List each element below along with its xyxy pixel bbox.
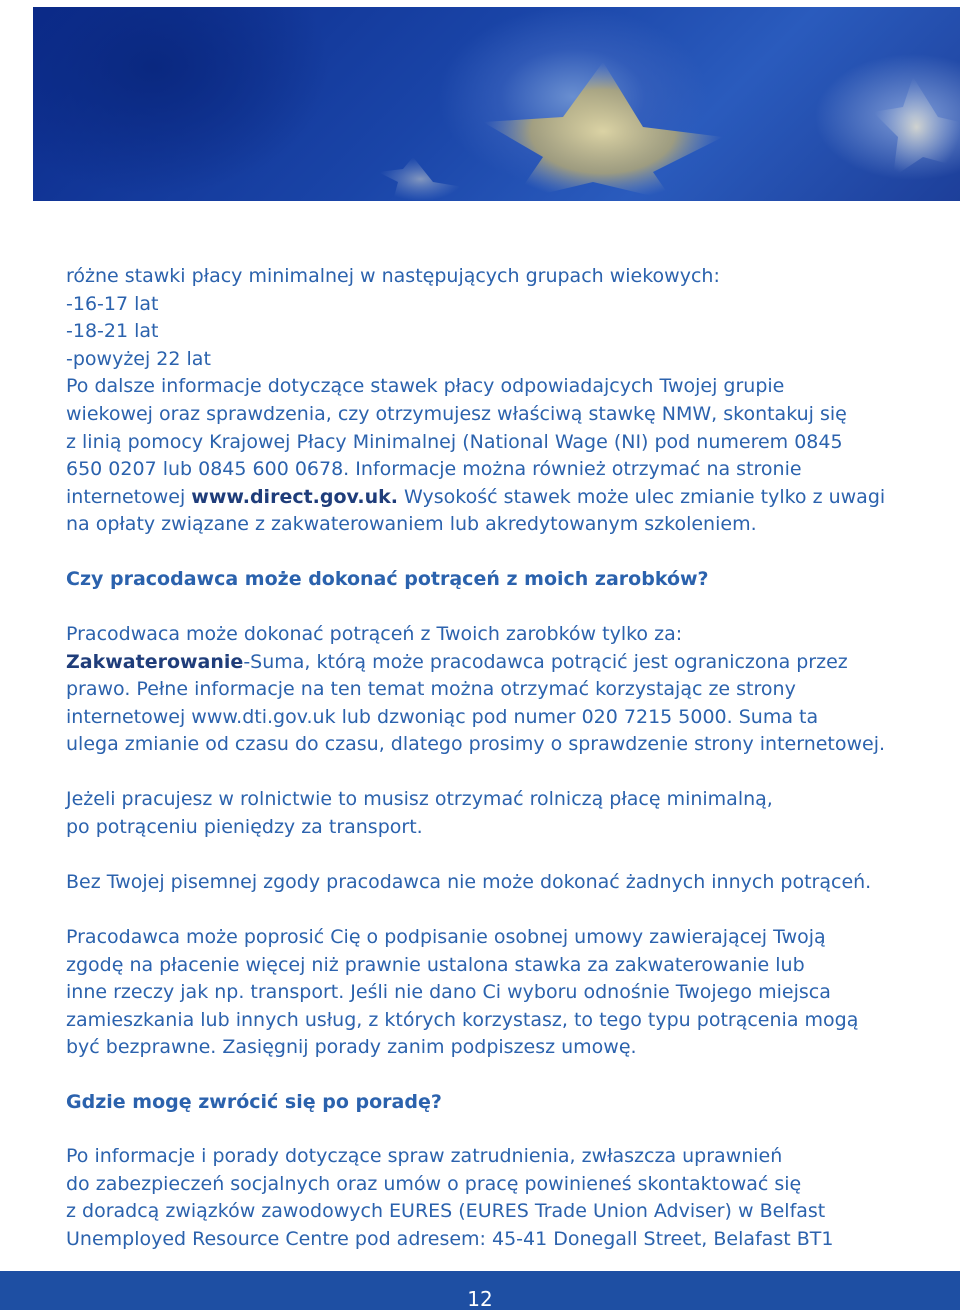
advice-paragraph (66, 1143, 896, 1253)
para2-intro: Pracodwaca może dokonać potrąceń z Twoich zarobków tylko za: (66, 623, 683, 645)
para6-text: Po informacje i porady dotyczące spraw zatrudnienia, zwłaszcza uprawnień do zabezpieczeń socjalnych oraz umów o pracę powinieneś skontaktować się z doradcą związków zawodowych EURES (EURES Trade Union Adviser) w Belfast Unemployed Resource Centre pod adresem: 45-41 Donegall Street, Belafast BT1 (66, 1145, 834, 1250)
eu-stars-banner (33, 7, 960, 201)
deductions-heading: Czy pracodawca może dokonać potrąceń z moich zarobków? (66, 568, 709, 590)
separate-agreement-paragraph (66, 924, 896, 1062)
para5-text: Pracodawca może poprosić Cię o podpisanie osobnej umowy zawierającej Twoją zgodę na płacenie więcej niż prawnie ustalona stawka za zakwaterowanie lub inne rzeczy jak np. transport. Jeśli nie dano Ci wyboru odnośnie Twojego miejsca zamieszkania lub innych usług, z których korzystasz, to tego typu potrącenia mogą być bezprawne. Zasięgnij porady zanim podpiszesz umowę. (66, 926, 859, 1059)
para4-text: Bez Twojej pisemnej zgody pracodawca nie może dokonać żadnych innych potrąceń. (66, 871, 872, 893)
para2-rest: -Suma, którą może pracodawca potrącić jest ograniczona przez prawo. Pełne informacje na ten temat można otrzymać korzystając ze strony internetowej www.dti.gov.uk lub dzwoniąc pod numer 020 7215 5000. Suma ta ulega zmianie od czasu do czasu, dlatego prosimy o sprawdzenie strony internetowej. (66, 650, 886, 756)
age-groups-paragraph (66, 263, 896, 539)
accommodation-term: Zakwaterowanie (66, 650, 244, 673)
para1-text-a: różne stawki płacy minimalnej w następujących grupach wiekowych: -16-17 lat -18-21 lat -powyżej 22 lat Po dalsze informacje dotyczące stawek płacy odpowiadajcych Twojej grupie wiekowej oraz sprawdzenia, czy otrzymujesz właściwą stawkę NMW, skontakuj się z linią pomocy Krajowej Płacy Minimalnej (National Wage (NI) pod numerem 0845 650 0207 lub 0845 600 0678. Informacje można również otrzymać na stronie internetowej (66, 265, 847, 508)
para1-text-b: Wysokość stawek może ulec zmianie tylko z uwagi na opłaty związane z zakwaterowaniem lub akredytowanym szkoleniem. (66, 485, 886, 536)
agriculture-paragraph (66, 786, 896, 841)
advice-heading: Gdzie mogę zwrócić się po poradę? (66, 1091, 442, 1113)
page-number: 12 (467, 1287, 493, 1311)
para3-text: Jeżeli pracujesz w rolnictwie to musisz otrzymać rolniczą płacę minimalną, po potrąceniu pieniędzy za transport. (66, 788, 773, 838)
consent-paragraph (66, 869, 896, 897)
deductions-paragraph (66, 621, 896, 759)
eu-stars-icon (33, 7, 960, 201)
direct-gov-link[interactable]: www.direct.gov.uk. (191, 485, 398, 508)
